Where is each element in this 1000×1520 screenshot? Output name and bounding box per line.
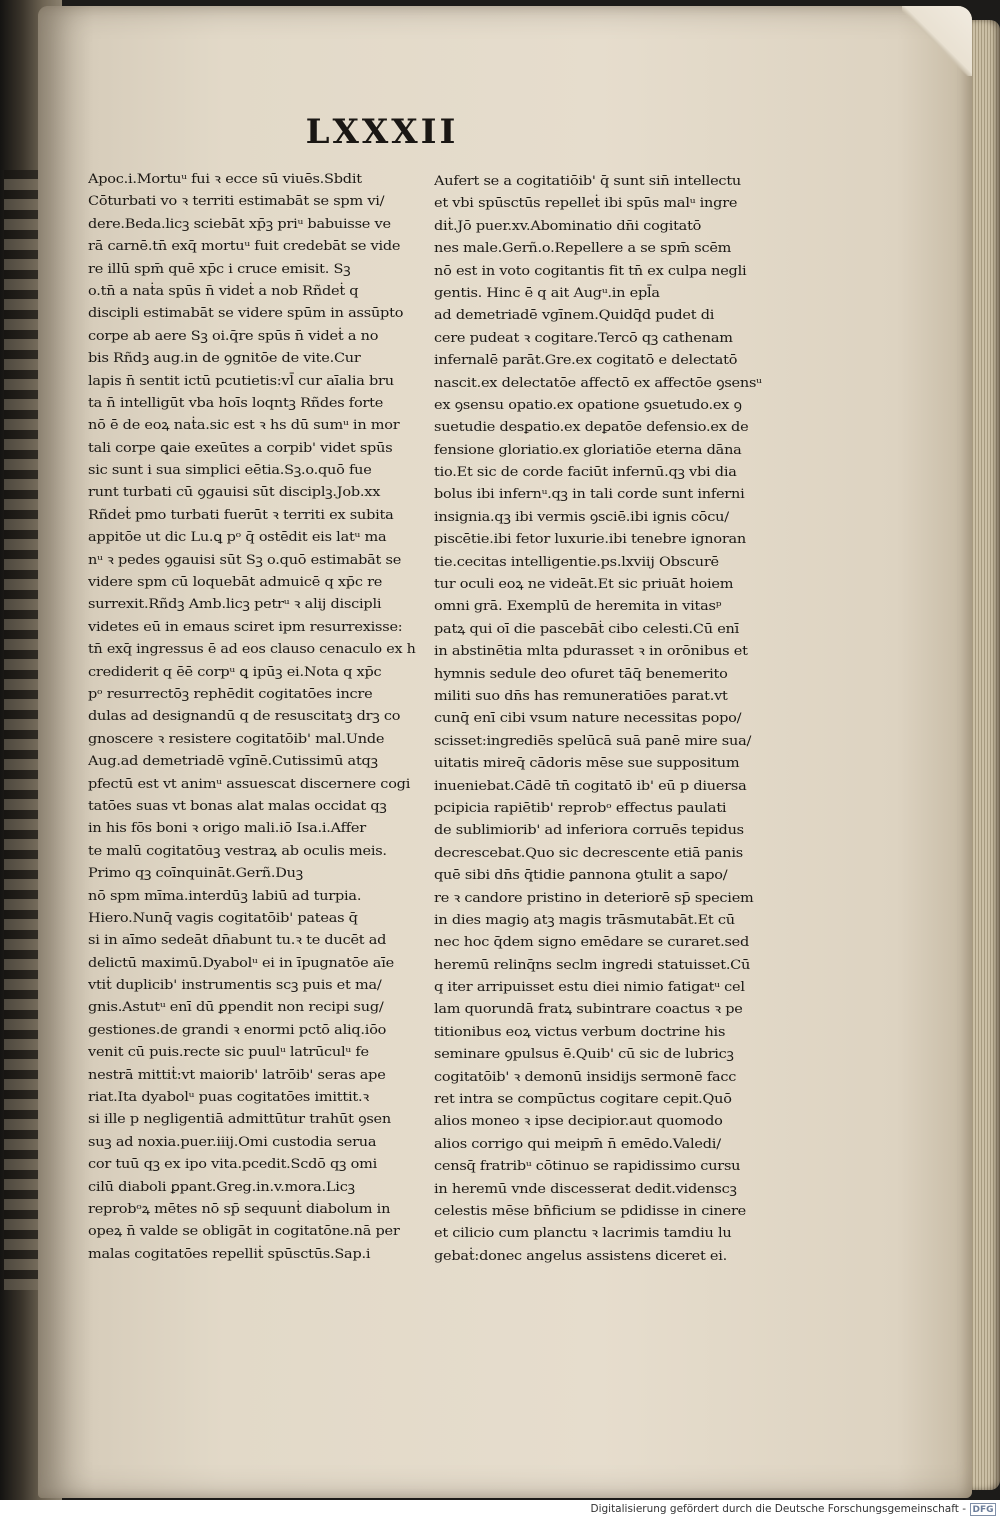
text-line: Aug.ad demetriadē vgīnē.Cutissimū atqꝫ: [88, 753, 378, 769]
text-line: hymnis sedule deo ofuret tāq̄ benemerito: [434, 665, 728, 681]
text-line: nō est in voto cogitantis fit tn̄ ex culpa negli: [434, 262, 747, 278]
text-line: in heremū vnde discesserat dedit.videnscꝫ: [434, 1180, 737, 1196]
text-line: seminare ꝯpulsus ē.Quib' cū sic de lubricꝫ: [434, 1046, 734, 1062]
text-line: crediderit q ēē corpᵘ ꝗ ipūꝫ ei.Nota q xp̄c: [88, 663, 382, 679]
text-line: tn̄ exq̄ ingressus ē ad eos clauso cenaculo ex h: [88, 641, 416, 657]
text-line: nestrā mittiṫ:vt maiorib' latrōib' seras ape: [88, 1066, 386, 1082]
text-line: in abstinētia mlta pdurasset ꝛ in orōnibus et: [434, 643, 748, 659]
dfg-logo: DFG: [970, 1503, 996, 1516]
footer-bar: [0, 1500, 1000, 1520]
folio-number: LXXXII: [305, 112, 459, 152]
text-line: lam quorundā fratꝝ subintrare coactus ꝛ pe: [434, 1001, 743, 1017]
text-line: runt turbati cū ꝯgauisi sūt disciplꝫ.Job.xx: [88, 484, 381, 500]
text-line: sic sunt i sua simplici eētia.Sꝫ.o.quō fue: [88, 462, 372, 478]
text-line: ret intra se compūctus cogitare cepit.Quō: [434, 1091, 732, 1107]
text-line: o.tn̄ a naṫa spūs n̄ videṫ a nob Rñdeṫ q: [88, 282, 359, 298]
text-line: omni grā. Exemplū de heremita in vitasᵖ: [434, 598, 722, 614]
text-line: nᵘ ꝛ pedes ꝯgauisi sūt Sꝫ o.quō estimabāt se: [88, 551, 402, 567]
right-text-column: [434, 170, 774, 1267]
text-line: nec hoc q̄dem signo emēdare se curaret.sed: [434, 934, 750, 950]
text-line: re ꝛ candore pristino in deteriorē sp̄ speciem: [434, 889, 754, 905]
text-line: Primo qꝫ coīnquināt.Gerñ.Duꝫ: [88, 865, 303, 881]
text-line: celestis mēse bn̄ficium se pdidisse in cinere: [434, 1202, 747, 1218]
text-line: Rñdeṫ pmo turbati fuerūt ꝛ territi ex subita: [88, 506, 394, 522]
left-text-column: [88, 168, 416, 1265]
text-line: pᵒ resurrectōꝫ rephēdit cogitatōes incre: [88, 685, 373, 701]
text-line: pcipicia rapiētib' reprobᵒ effectus paulati: [434, 799, 727, 815]
text-line: fensione gloriatio.ex gloriatiōe eterna dāna: [434, 441, 742, 457]
text-line: suꝫ ad noxia.puer.iiij.Omi custodia serua: [88, 1133, 377, 1149]
text-line: quē sibi dn̄s q̄tidie ꝑannona ꝯtulit a sapo/: [434, 867, 728, 883]
text-line: si ille p negligentiā admittūtur trahūt ꝯsen: [88, 1111, 391, 1127]
text-line: dere.Beda.licꝫ sciebāt xp̄ꝫ priᵘ babuisse ve: [88, 215, 391, 231]
text-line: ta n̄ intelligūt vba hoīs loqntꝫ Rñdes forte: [88, 394, 384, 410]
text-line: tur oculi eoꝝ ne videāt.Et sic priuāt hoiem: [434, 576, 734, 592]
text-line: inueniebat.Cādē tn̄ cogitatō ib' eū p diuersa: [434, 777, 747, 793]
page-corner-fold: [902, 6, 972, 76]
text-line: insignia.qꝫ ibi vermis ꝯsciē.ibi ignis cōcu/: [434, 508, 729, 524]
text-line: tali corpe ꝗaie exeūtes a corpib' videt spūs: [88, 439, 393, 455]
text-line: cilū diaboli ꝑpant.Greg.in.v.mora.Licꝫ: [88, 1178, 355, 1194]
text-line: discipli estimabāt se videre spūm in assūpto: [88, 305, 404, 321]
text-line: nō spm mīma.interdūꝫ labiū ad turpia.: [88, 887, 362, 903]
text-line: appitōe ut dic Lu.ꝗ pᵒ q̄ ostēdit eis latᵘ ma: [88, 529, 387, 545]
text-line: pfectū est vt animᵘ assuescat discernere cogi: [88, 775, 411, 791]
text-line: et cilicio cum planctu ꝛ lacrimis tamdiu lu: [434, 1225, 732, 1241]
text-line: alios corrigo qui meipm̄ n̄ emēdo.Valedi/: [434, 1135, 721, 1151]
text-line: cunq̄ enī cibi vsum nature necessitas popo/: [434, 710, 742, 726]
text-line: decrescebat.Quo sic decrescente etiā panis: [434, 844, 743, 860]
text-line: diṫ.Jō puer.xv.Abominatio dn̄i cogitatō: [434, 217, 702, 233]
text-line: riat.Ita dyabolᵘ puas cogitatōes imittit.ꝛ: [88, 1089, 369, 1105]
text-line: bis Rñdꝫ aug.in de ꝯgnitōe de vite.Cur: [88, 350, 361, 366]
text-line: tio.Et sic de corde faciūt infernū.qꝫ vbi dia: [434, 464, 737, 480]
text-line: cogitatōib' ꝛ demonū insidijs sermonē facc: [434, 1068, 737, 1084]
text-line: cor tuū qꝫ ex ipo vita.pcedit.Scdō qꝫ omi: [88, 1156, 377, 1172]
text-line: ex ꝯsensu opatio.ex opatione ꝯsuetudo.ex ꝯ: [434, 396, 742, 412]
text-line: heremū relinq̄ns seclm ingredi statuisset.Cū: [434, 956, 751, 972]
text-line: gestiones.de grandi ꝛ enormi pctō aliq.iōo: [88, 1021, 387, 1037]
text-line: Aufert se a cogitatiōib' q̄ sunt sin̄ intellectu: [434, 173, 742, 188]
text-line: gebaṫ:donec angelus assistens diceret ei.: [434, 1247, 728, 1263]
text-line: suetudie desꝑatio.ex deꝑatōe defensio.ex de: [434, 419, 749, 435]
text-line: tatōes suas vt bonas alat malas occidat qꝫ: [88, 797, 387, 813]
text-line: alios moneo ꝛ ipse decipior.aut quomodo: [434, 1113, 723, 1129]
text-line: venit cū puis.recte sic puulᵘ latrūculᵘ fe: [88, 1044, 369, 1060]
text-line: gnis.Astutᵘ enī dū ꝑpendit non recipi sug/: [88, 999, 384, 1015]
text-line: gnoscere ꝛ resistere cogitatōib' mal.Unde: [88, 730, 385, 746]
text-line: scisset:ingrediēs spelūcā suā panē mire sua/: [434, 732, 752, 748]
funding-credit: Digitalisierung gefördert durch die Deutsche Forschungsgemeinschaft -: [590, 1503, 966, 1515]
text-line: q iter arripuisset estu diei nimio fatigatᵘ cel: [434, 979, 745, 995]
text-line: nō ē de eoꝝ naṫa.sic est ꝛ hs dū sumᵘ in mor: [88, 417, 400, 433]
text-line: Cōturbati vo ꝛ territi estimabāt se spm vi/: [88, 193, 385, 209]
text-line: dulas ad designandū q de resuscitatꝫ drꝫ co: [88, 708, 401, 724]
text-line: Apoc.i.Mortuᵘ fui ꝛ ecce sū viuēs.Sbdit: [88, 171, 362, 186]
text-line: titionibus eoꝝ victus verbum doctrine his: [434, 1023, 726, 1039]
text-line: nes male.Gerñ.o.Repellere a se spm̄ scēm: [434, 240, 732, 256]
text-line: videtes eū in emaus sciret ipm resurrexisse:: [88, 618, 403, 634]
text-line: videre spm cū loquebāt admuicē q xp̄c re: [88, 574, 383, 590]
text-line: bolus ibi infernᵘ.qꝫ in tali corde sunt inferni: [434, 486, 745, 502]
text-line: rā carnē.tn̄ exq̄ mortuᵘ fuit credebāt se vide: [88, 238, 401, 254]
text-line: militi suo dn̄s has remuneratiōes parat.vt: [434, 687, 728, 703]
text-line: te malū cogitatōuꝫ vestraꝝ ab oculis meis.: [88, 842, 387, 858]
text-line: surrexit.Rñdꝫ Amb.licꝫ petrᵘ ꝛ alij discipli: [88, 596, 382, 612]
text-line: censq̄ fratribᵘ cōtinuo se rapidissimo cursu: [434, 1158, 741, 1174]
text-line: si in aīmo sedeāt dn̄abunt tu.ꝛ te ducēt ad: [88, 932, 387, 948]
text-line: opeꝝ n̄ valde se obligāt in cogitatōne.nā per: [88, 1223, 400, 1239]
text-line: reprobᵒꝝ mētes nō sp̄ sequunṫ diabolum in: [88, 1200, 391, 1216]
text-line: de sublimiorib' ad inferiora corruēs tepidus: [434, 822, 744, 838]
text-line: malas cogitatōes repelliṫ spūsctūs.Sap.i: [88, 1245, 371, 1261]
text-line: infernalē parāt.Gre.ex cogitatō e delectatō: [434, 352, 738, 368]
text-line: uitatis mireq̄ cādoris mēse sue suppositum: [434, 755, 740, 771]
text-line: patꝝ qui oī die pascebāṫ cibo celesti.Cū enī: [434, 620, 740, 636]
text-line: in his fōs boni ꝛ origo mali.iō Isa.i.Affer: [88, 820, 366, 836]
text-line: gentis. Hinc ē q ait Augᵘ.in epl̄a: [434, 284, 660, 300]
text-line: corpe ab aere Sꝫ oi.q̄re spūs n̄ videṫ a no: [88, 327, 379, 343]
text-line: re illū spm̄ quē xp̄c i cruce emisit. Sꝫ: [88, 260, 351, 276]
text-line: in dies magiꝯ atꝫ magis trāsmutabāt.Et cū: [434, 911, 735, 927]
text-line: Hiero.Nunq̄ vagis cogitatōib' pateas q̄: [88, 909, 358, 925]
text-line: lapis n̄ sentit ictū pcutietis:vl̄ cur aīalia bru: [88, 372, 394, 388]
text-line: ad demetriadē vgīnem.Quidq̄d pudet di: [434, 307, 715, 323]
text-line: piscētie.ibi fetor luxurie.ibi tenebre ignoran: [434, 531, 747, 547]
text-line: vtiṫ duplicib' instrumentis scꝫ puis et ma/: [88, 977, 382, 993]
text-line: et vbi spūsctūs repelleṫ ibi spūs malᵘ ingre: [434, 195, 738, 211]
text-line: cere pudeat ꝛ cogitare.Tercō qꝫ cathenam: [434, 329, 733, 345]
text-line: nascit.ex delectatōe affectō ex affectōe ꝯsensᵘ: [434, 374, 762, 390]
text-line: tie.cecitas intelligentie.ps.lxviij Obscurē: [434, 553, 719, 569]
text-line: delictū maximū.Dyabolᵘ ei in īpugnatōe aīe: [88, 954, 394, 970]
